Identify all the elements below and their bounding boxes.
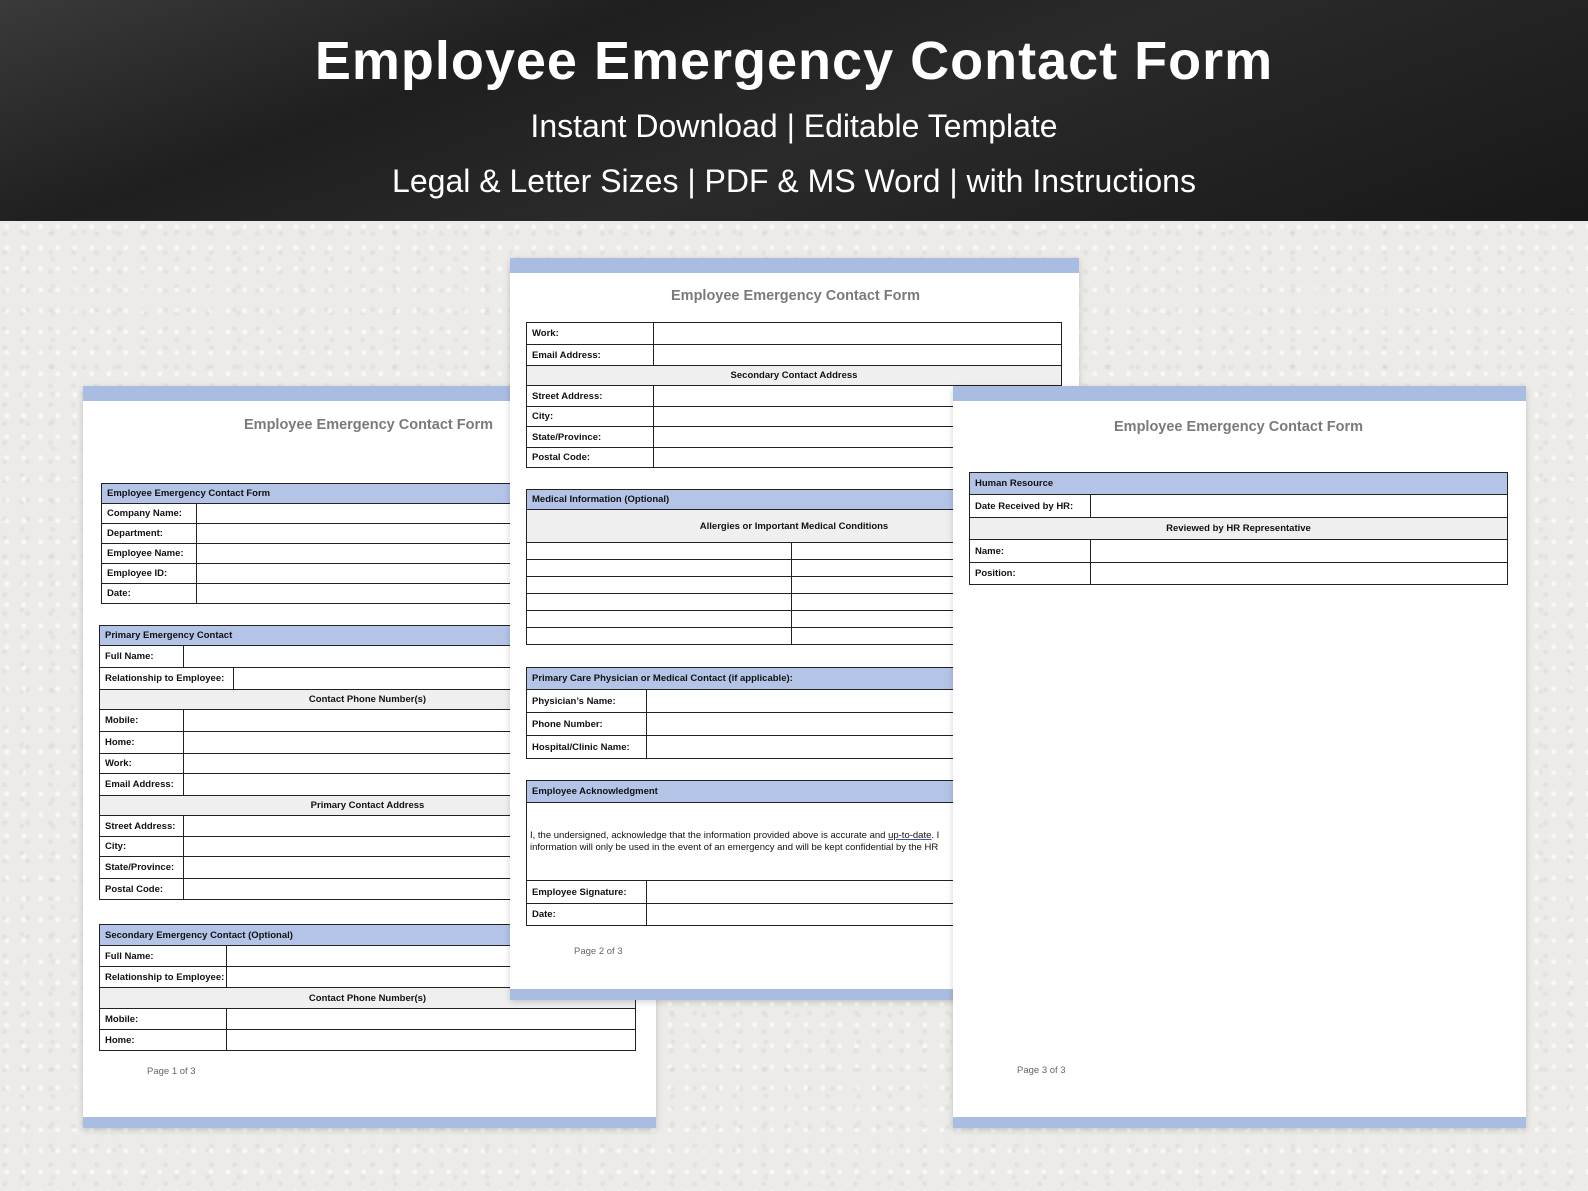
field-label: Postal Code:	[527, 448, 654, 468]
page-number: Page 1 of 3	[147, 1066, 196, 1077]
date-received-field[interactable]	[1091, 495, 1508, 518]
section-header: Secondary Emergency Contact (Optional)	[100, 925, 636, 946]
medical-condition-cell[interactable]	[527, 543, 792, 560]
ack-text-part: I, the undersigned, acknowledge that the information provided above is accurate and	[530, 830, 889, 841]
medical-condition-cell[interactable]	[527, 611, 792, 628]
field-label: Date:	[527, 904, 647, 926]
section-header: Primary Care Physician or Medical Contact (if applicable):	[527, 668, 1062, 690]
field-label: Mobile:	[100, 1009, 227, 1030]
field-label: Street Address:	[527, 386, 654, 407]
medical-condition-cell[interactable]	[527, 577, 792, 594]
field-label: State/Province:	[100, 857, 184, 879]
banner-subtitle-1: Instant Download | Editable Template	[530, 108, 1058, 144]
field-label: Postal Code:	[100, 879, 184, 900]
field-label: Relationship to Employee:	[100, 668, 234, 690]
field-label: Date:	[102, 584, 197, 604]
hr-name-field[interactable]	[1091, 540, 1508, 563]
medical-condition-cell[interactable]	[527, 594, 792, 611]
field-label: Email Address:	[100, 774, 184, 796]
page-bottom-bar	[953, 1117, 1526, 1128]
field-label: Home:	[100, 732, 184, 754]
field-label: State/Province:	[527, 427, 654, 448]
secondary-home-field[interactable]	[227, 1030, 636, 1051]
field-label: Employee Signature:	[527, 881, 647, 904]
field-label: Mobile:	[100, 710, 184, 732]
section-header: Primary Emergency Contact	[100, 626, 636, 646]
field-label: Employee ID:	[102, 564, 197, 584]
page-top-bar	[510, 258, 1079, 273]
field-label: Employee Name:	[102, 544, 197, 564]
field-label: Physician’s Name:	[527, 690, 647, 713]
hr-position-field[interactable]	[1091, 563, 1508, 585]
field-label: Street Address:	[100, 816, 184, 837]
field-label: Department:	[102, 524, 197, 544]
page-number: Page 3 of 3	[1017, 1065, 1066, 1076]
subsection-header: Contact Phone Number(s)	[100, 988, 636, 1009]
field-label: Relationship to Employee:	[100, 967, 227, 988]
form-page-3	[953, 386, 1526, 1128]
field-label: Home:	[100, 1030, 227, 1051]
medical-condition-cell[interactable]	[527, 560, 792, 577]
medical-condition-cell[interactable]	[527, 628, 792, 645]
field-label: City:	[100, 837, 184, 857]
section-header: Human Resource	[970, 473, 1508, 495]
page-title: Employee Emergency Contact Form	[244, 417, 493, 433]
ack-link: up-to-date	[888, 830, 932, 841]
ack-text-part: information will only be used in the event of an emergency and will be kept confidential by the HR	[530, 842, 939, 853]
field-label: Name:	[970, 540, 1091, 563]
page-title: Employee Emergency Contact Form	[671, 288, 920, 304]
section-header: Employee Acknowledgment	[527, 781, 1062, 803]
section-header: Employee Emergency Contact Form	[102, 484, 636, 504]
acknowledgment-text	[530, 830, 939, 854]
field-label: Date Received by HR:	[970, 495, 1091, 518]
field-label: Full Name:	[100, 646, 184, 668]
subsection-header: Reviewed by HR Representative	[970, 518, 1508, 540]
banner-title: Employee Emergency Contact Form	[314, 31, 1274, 91]
secondary-mobile-field[interactable]	[227, 1009, 636, 1030]
banner	[0, 0, 1588, 221]
section-header: Medical Information (Optional)	[527, 490, 1062, 510]
subsection-header: Secondary Contact Address	[527, 366, 1062, 386]
hr-table	[969, 472, 1508, 585]
page-top-bar	[953, 386, 1526, 401]
field-label: Work:	[527, 323, 654, 345]
field-label: Hospital/Clinic Name:	[527, 736, 647, 759]
subsection-header: Contact Phone Number(s)	[100, 690, 636, 710]
field-label: Email Address:	[527, 345, 654, 366]
field-label: Phone Number:	[527, 713, 647, 736]
ack-text-part: . I	[931, 830, 940, 841]
email-address-field[interactable]	[654, 345, 1062, 366]
subsection-header: Primary Contact Address	[100, 796, 636, 816]
subsection-header: Allergies or Important Medical Conditions	[527, 510, 1062, 543]
work-phone-field[interactable]	[654, 323, 1062, 345]
page-bottom-bar	[83, 1117, 656, 1128]
field-label: Full Name:	[100, 946, 227, 967]
banner-subtitle-2: Legal & Letter Sizes | PDF & MS Word | with Instructions	[392, 163, 1196, 199]
field-label: City:	[527, 407, 654, 427]
field-label: Position:	[970, 563, 1091, 585]
page-number: Page 2 of 3	[574, 946, 623, 957]
field-label: Work:	[100, 754, 184, 774]
field-label: Company Name:	[102, 504, 197, 524]
page-title: Employee Emergency Contact Form	[1114, 419, 1363, 435]
